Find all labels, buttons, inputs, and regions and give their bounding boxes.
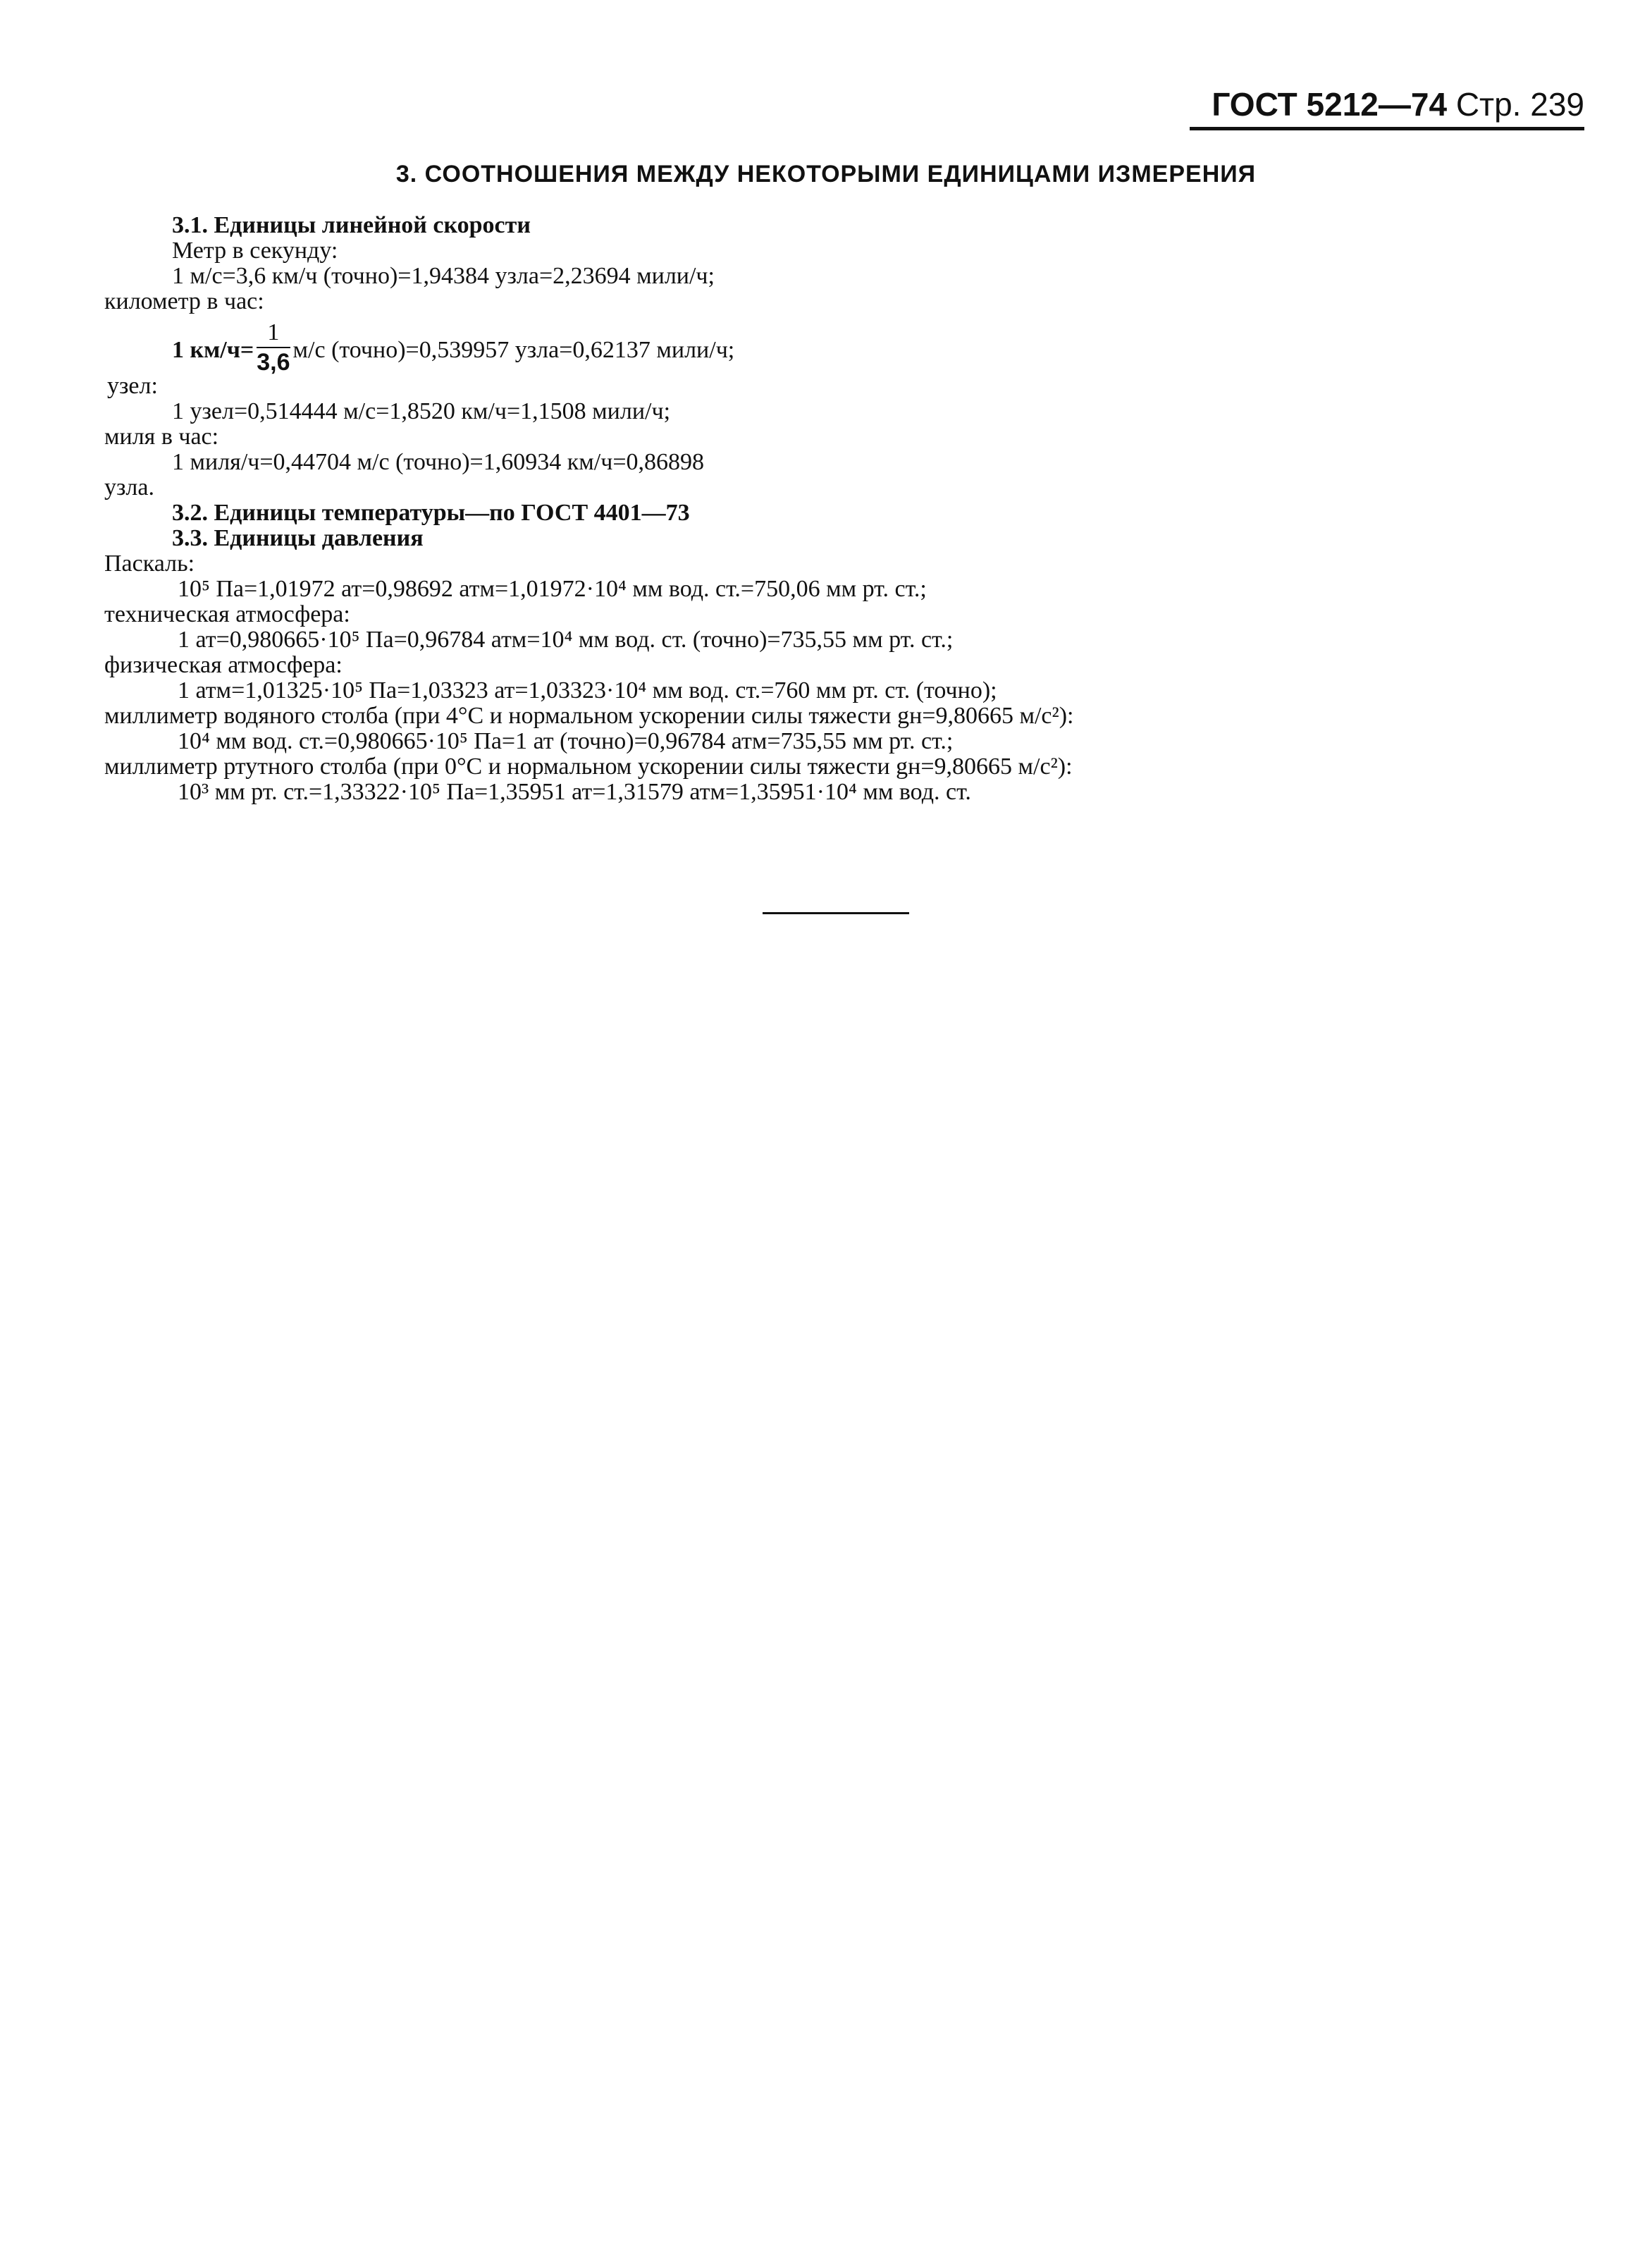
tech-atm-label: техническая атмосфера: xyxy=(104,601,350,627)
pressure-heading: 3.3. Единицы давления xyxy=(172,525,424,551)
mph-continuation: узла. xyxy=(104,474,154,500)
tech-atm-line: 1 ат=0,980665·10⁵ Па=0,96784 атм=10⁴ мм вод. ст. (точно)=735,55 мм рт. ст.; xyxy=(178,627,954,653)
pascal-line: 10⁵ Па=1,01972 ат=0,98692 атм=1,01972·10⁴ мм вод. ст.=750,06 мм рт. ст.; xyxy=(178,576,927,602)
kmh-tail: м/с (точно)=0,539957 узла=0,62137 мили/ч; xyxy=(292,336,735,363)
end-rule xyxy=(763,912,909,914)
speed-heading: 3.1. Единицы линейной скорости xyxy=(172,212,531,238)
kmh-fraction-numerator: 1 xyxy=(257,319,290,348)
phys-atm-label: физическая атмосфера: xyxy=(104,652,343,678)
water-column-line: 10⁴ мм вод. ст.=0,980665·10⁵ Па=1 ат (точно)=0,96784 атм=735,55 мм рт. ст.; xyxy=(178,728,954,754)
page-header xyxy=(1190,85,1584,130)
mercury-column-line: 10³ мм рт. ст.=1,33322·10⁵ Па=1,35951 ат=1,31579 атм=1,35951·10⁴ мм вод. ст. xyxy=(178,779,971,805)
water-column-label: миллиметр водяного столба (при 4°С и нормальном ускорении силы тяжести gн=9,80665 м/с²): xyxy=(104,703,1074,729)
kmh-fraction-denominator: 3,6 xyxy=(257,349,290,376)
mph-line: 1 миля/ч=0,44704 м/с (точно)=1,60934 км/ч=0,86898 xyxy=(172,449,704,475)
gost-number: ГОСТ 5212—74 xyxy=(1212,86,1448,123)
pascal-label: Паскаль: xyxy=(104,551,195,577)
mps-line: 1 м/с=3,6 км/ч (точно)=1,94384 узла=2,23694 мили/ч; xyxy=(172,263,715,289)
temperature-heading: 3.2. Единицы температуры—по ГОСТ 4401—73 xyxy=(172,500,690,526)
phys-atm-line: 1 атм=1,01325·10⁵ Па=1,03323 ат=1,03323·10⁴ мм вод. ст.=760 мм рт. ст. (точно); xyxy=(178,677,997,703)
mercury-column-label: миллиметр ртутного столба (при 0°С и нормальном ускорении силы тяжести gн=9,80665 м/с²): xyxy=(104,754,1073,780)
section-title: 3. СООТНОШЕНИЯ МЕЖДУ НЕКОТОРЫМИ ЕДИНИЦАМИ ИЗМЕРЕНИЯ xyxy=(395,161,1257,188)
kmh-label: километр в час: xyxy=(104,288,264,314)
kmh-fraction xyxy=(257,319,290,376)
kmh-line xyxy=(172,319,735,381)
knot-line: 1 узел=0,514444 м/с=1,8520 км/ч=1,1508 мили/ч; xyxy=(172,398,671,424)
mps-label: Метр в секунду: xyxy=(172,238,338,264)
kmh-lead: 1 км/ч= xyxy=(172,336,254,363)
page-number: Стр. 239 xyxy=(1455,86,1584,123)
mph-label: миля в час: xyxy=(104,424,219,450)
knot-label: узел: xyxy=(107,373,158,399)
